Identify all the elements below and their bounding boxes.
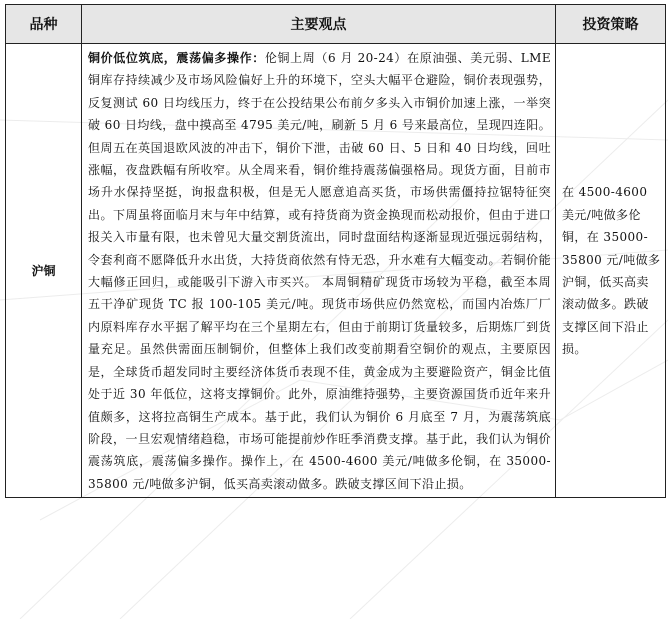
strategy-cell: 在 4500-4600 美元/吨做多伦铜，在 35000-35800 元/吨做多沪铜，低买高卖滚动做多。跌破支撑区间下沿止损。 — [556, 44, 666, 498]
copy-strategy-table — [5, 4, 666, 498]
header-main-view: 主要观点 — [82, 5, 556, 44]
header-strategy: 投资策略 — [556, 5, 666, 44]
variety-cell: 沪铜 — [6, 44, 82, 498]
view-body: 伦铜上周（6 月 20-24）在原油强、美元弱、LME 铜库存持续减少及市场风险偏好上升的环境下，空头大幅平仓避险，铜价表现强势，反复测试 60 日均线压力，终于在公投结果公布前夕多头入市铜价加速上涨，一举突破 60 日均线，盘中摸高至 4795 美元/吨，刷新 5 月 6 号来最高位，呈现四连阳。但周五在英国退欧风波的冲击下，铜价下泄，击破 60 日、5 日和 40 日均线，回吐涨幅，夜盘跌幅有所收窄。从全周来看，铜价维持震荡偏强格局。现货方面，目前市场升水保持坚挺，询报盘积极，但是无人愿意追高买货，市场供需僵持拉锯特征突出。下周虽将面临月末与年中结算，或有持货商为资金换现而松动报价，但由于进口报关入市量有限，也未曾见大量交割货流出，同时盘面结构逐渐显现近强远弱结构，令套利商不愿降低升水出货，大持货商依然有恃无恐，升水难有大幅变动。若铜价能大幅修正回归，或能吸引下游入市买兴。 本周铜精矿现货市场较为平稳，截至本周五干净矿现货 TC 报 100-105 美元/吨。现货市场供应仍然宽松，而国内冶炼厂厂内原料库存水平据了解平均在三个星期左右，但由于前期订货量较多，后期炼厂到货量充足。虽然供需面压制铜价，但整体上我们改变前期看空铜价的观点，主要原因是，全球货币超发同时主要经济体货币表现不佳，黄金成为主要避险资产，铜金比值处于近 30 年低位，这将支撑铜价。此外，原油维持强势，主要资源国货币近年来升值颇多，这将拉高铜生产成本。基于此，我们认为铜价 6 月底至 7 月，为震荡筑底阶段，一旦宏观情绪趋稳，市场可能提前炒作旺季消费支撑。基于此，我们认为铜价震荡筑底，震荡偏多操作。操作上，在 4500-4600 美元/吨做多伦铜，在 35000-35800 元/吨做多沪铜，低买高卖滚动做多。跌破支撑区间下沿止损。 — [88, 51, 551, 491]
table-row — [6, 44, 666, 498]
main-view-cell — [82, 44, 556, 498]
table-header-row — [6, 5, 666, 44]
header-variety: 品种 — [6, 5, 82, 44]
view-headline: 铜价低位筑底，震荡偏多操作： — [88, 51, 265, 65]
